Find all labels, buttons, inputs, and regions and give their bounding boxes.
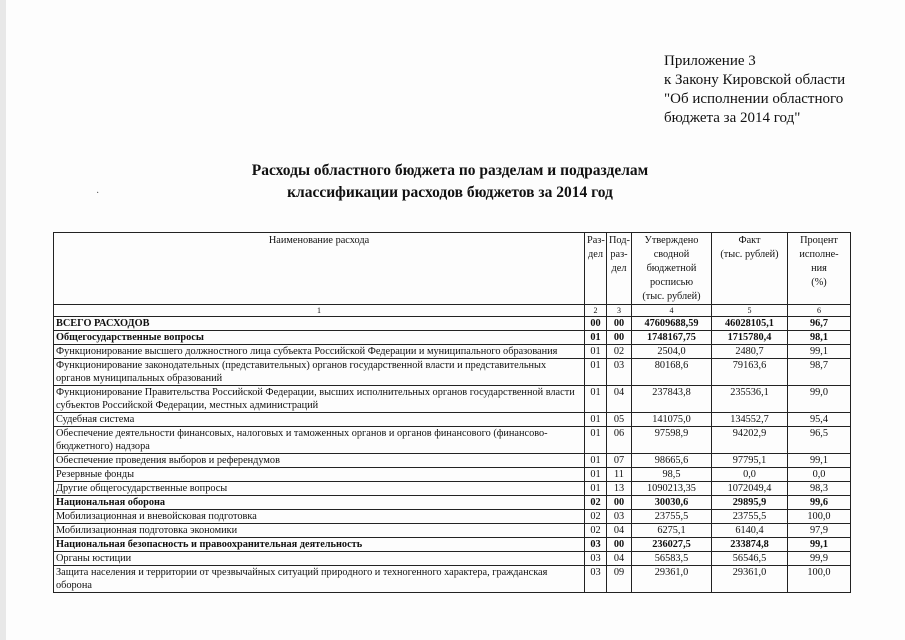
cell-fact: 0,0 xyxy=(712,468,788,482)
cell-name: Функционирование высшего должностного лица субъекта Российской Федерации и муниципального образования xyxy=(54,345,585,359)
cell-name: Обеспечение проведения выборов и референдумов xyxy=(54,454,585,468)
cell-razdel: 02 xyxy=(585,510,607,524)
cell-percent: 99,1 xyxy=(788,454,851,468)
table-row xyxy=(54,482,851,496)
header-fact: Факт (тыс. рублей) xyxy=(712,233,788,305)
cell-podrazdel: 07 xyxy=(607,454,632,468)
cell-fact: 2480,7 xyxy=(712,345,788,359)
cell-percent: 98,7 xyxy=(788,359,851,386)
cell-podrazdel: 09 xyxy=(607,566,632,593)
cell-podrazdel: 00 xyxy=(607,538,632,552)
table-row xyxy=(54,427,851,454)
cell-podrazdel: 04 xyxy=(607,552,632,566)
header-razdel: Раз- дел xyxy=(585,233,607,305)
table-row xyxy=(54,566,851,593)
annex-line-2: к Закону Кировской области xyxy=(664,72,846,88)
cell-razdel: 01 xyxy=(585,345,607,359)
cell-percent: 99,6 xyxy=(788,496,851,510)
cell-fact: 29895,9 xyxy=(712,496,788,510)
table-row xyxy=(54,386,851,413)
expenses-table xyxy=(53,232,851,593)
cell-name: Защита населения и территории от чрезвычайных ситуаций природного и техногенного характера, гражданская оборона xyxy=(54,566,585,593)
cell-podrazdel: 13 xyxy=(607,482,632,496)
cell-percent: 99,9 xyxy=(788,552,851,566)
cell-razdel: 00 xyxy=(585,317,607,331)
cell-percent: 98,1 xyxy=(788,331,851,345)
cell-podrazdel: 04 xyxy=(607,524,632,538)
header-approved: Утверждено сводной бюджетной росписью (тыс. рублей) xyxy=(632,233,712,305)
cell-razdel: 03 xyxy=(585,566,607,593)
cell-razdel: 03 xyxy=(585,538,607,552)
cell-name: Обеспечение деятельности финансовых, налоговых и таможенных органов и органов финансового (финансово-бюджетного) надзора xyxy=(54,427,585,454)
cell-approved: 47609688,59 xyxy=(632,317,712,331)
annex-line-4: бюджета за 2014 год" xyxy=(664,110,801,126)
cell-fact: 233874,8 xyxy=(712,538,788,552)
col-number: 5 xyxy=(712,305,788,317)
cell-podrazdel: 02 xyxy=(607,345,632,359)
annex-line-3: "Об исполнении областного xyxy=(664,91,844,107)
cell-fact: 56546,5 xyxy=(712,552,788,566)
cell-name: Национальная оборона xyxy=(54,496,585,510)
cell-name: Другие общегосударственные вопросы xyxy=(54,482,585,496)
col-number: 3 xyxy=(607,305,632,317)
cell-fact: 46028105,1 xyxy=(712,317,788,331)
cell-fact: 79163,6 xyxy=(712,359,788,386)
table-row xyxy=(54,359,851,386)
title-line-1: Расходы областного бюджета по разделам и подразделам xyxy=(251,162,649,179)
cell-fact: 23755,5 xyxy=(712,510,788,524)
cell-fact: 29361,0 xyxy=(712,566,788,593)
header-podrazdel: Под- раз- дел xyxy=(607,233,632,305)
cell-approved: 1090213,35 xyxy=(632,482,712,496)
cell-razdel: 01 xyxy=(585,454,607,468)
table-row xyxy=(54,345,851,359)
scan-edge xyxy=(0,0,6,640)
document-title xyxy=(180,160,720,204)
cell-percent: 100,0 xyxy=(788,566,851,593)
cell-percent: 100,0 xyxy=(788,510,851,524)
cell-approved: 98665,6 xyxy=(632,454,712,468)
cell-podrazdel: 04 xyxy=(607,386,632,413)
cell-podrazdel: 00 xyxy=(607,317,632,331)
cell-razdel: 02 xyxy=(585,524,607,538)
cell-approved: 29361,0 xyxy=(632,566,712,593)
cell-percent: 0,0 xyxy=(788,468,851,482)
cell-podrazdel: 11 xyxy=(607,468,632,482)
cell-podrazdel: 05 xyxy=(607,413,632,427)
table-row xyxy=(54,510,851,524)
cell-percent: 96,7 xyxy=(788,317,851,331)
cell-podrazdel: 06 xyxy=(607,427,632,454)
cell-approved: 97598,9 xyxy=(632,427,712,454)
cell-approved: 141075,0 xyxy=(632,413,712,427)
cell-podrazdel: 03 xyxy=(607,510,632,524)
col-number: 2 xyxy=(585,305,607,317)
cell-podrazdel: 00 xyxy=(607,331,632,345)
table-row xyxy=(54,331,851,345)
cell-name: Мобилизационная подготовка экономики xyxy=(54,524,585,538)
cell-name: Национальная безопасность и правоохранительная деятельность xyxy=(54,538,585,552)
cell-approved: 6275,1 xyxy=(632,524,712,538)
cell-fact: 94202,9 xyxy=(712,427,788,454)
col-number: 6 xyxy=(788,305,851,317)
cell-name: Судебная система xyxy=(54,413,585,427)
table-row xyxy=(54,552,851,566)
cell-fact: 6140,4 xyxy=(712,524,788,538)
cell-podrazdel: 00 xyxy=(607,496,632,510)
cell-name: Резервные фонды xyxy=(54,468,585,482)
cell-fact: 97795,1 xyxy=(712,454,788,468)
cell-approved: 236027,5 xyxy=(632,538,712,552)
annex-line-1: Приложение 3 xyxy=(664,53,756,69)
cell-name: Функционирование Правительства Российской Федерации, высших исполнительных органов государственной власти субъектов Российской Федерации, местных администраций xyxy=(54,386,585,413)
cell-fact: 235536,1 xyxy=(712,386,788,413)
cell-razdel: 02 xyxy=(585,496,607,510)
cell-razdel: 01 xyxy=(585,468,607,482)
cell-percent: 95,4 xyxy=(788,413,851,427)
column-number-row xyxy=(54,305,851,317)
cell-approved: 98,5 xyxy=(632,468,712,482)
cell-approved: 30030,6 xyxy=(632,496,712,510)
table-row xyxy=(54,496,851,510)
cell-percent: 96,5 xyxy=(788,427,851,454)
cell-percent: 98,3 xyxy=(788,482,851,496)
col-number: 4 xyxy=(632,305,712,317)
col-number: 1 xyxy=(54,305,585,317)
annex-note xyxy=(664,52,894,128)
cell-approved: 1748167,75 xyxy=(632,331,712,345)
cell-percent: 99,1 xyxy=(788,538,851,552)
header-percent: Процент исполне- ния (%) xyxy=(788,233,851,305)
table-row xyxy=(54,538,851,552)
cell-fact: 134552,7 xyxy=(712,413,788,427)
table-header-row xyxy=(54,233,851,305)
cell-approved: 56583,5 xyxy=(632,552,712,566)
cell-name: ВСЕГО РАСХОДОВ xyxy=(54,317,585,331)
cell-approved: 237843,8 xyxy=(632,386,712,413)
cell-razdel: 03 xyxy=(585,552,607,566)
cell-razdel: 01 xyxy=(585,413,607,427)
table-row xyxy=(54,454,851,468)
cell-name: Функционирование законодательных (представительных) органов государственной власти и представительных органов муниципальных образований xyxy=(54,359,585,386)
cell-razdel: 01 xyxy=(585,427,607,454)
table-row xyxy=(54,524,851,538)
table-row xyxy=(54,317,851,331)
scan-speck: · xyxy=(96,188,100,199)
table-row xyxy=(54,468,851,482)
title-line-2: классификации расходов бюджетов за 2014 год xyxy=(287,184,613,201)
header-name: Наименование расхода xyxy=(54,233,585,305)
cell-approved: 23755,5 xyxy=(632,510,712,524)
cell-percent: 97,9 xyxy=(788,524,851,538)
cell-name: Общегосударственные вопросы xyxy=(54,331,585,345)
cell-approved: 2504,0 xyxy=(632,345,712,359)
cell-razdel: 01 xyxy=(585,482,607,496)
cell-fact: 1715780,4 xyxy=(712,331,788,345)
cell-podrazdel: 03 xyxy=(607,359,632,386)
cell-name: Мобилизационная и вневойсковая подготовка xyxy=(54,510,585,524)
cell-percent: 99,1 xyxy=(788,345,851,359)
cell-razdel: 01 xyxy=(585,359,607,386)
cell-razdel: 01 xyxy=(585,331,607,345)
table-row xyxy=(54,413,851,427)
cell-percent: 99,0 xyxy=(788,386,851,413)
cell-name: Органы юстиции xyxy=(54,552,585,566)
cell-razdel: 01 xyxy=(585,386,607,413)
cell-approved: 80168,6 xyxy=(632,359,712,386)
cell-fact: 1072049,4 xyxy=(712,482,788,496)
